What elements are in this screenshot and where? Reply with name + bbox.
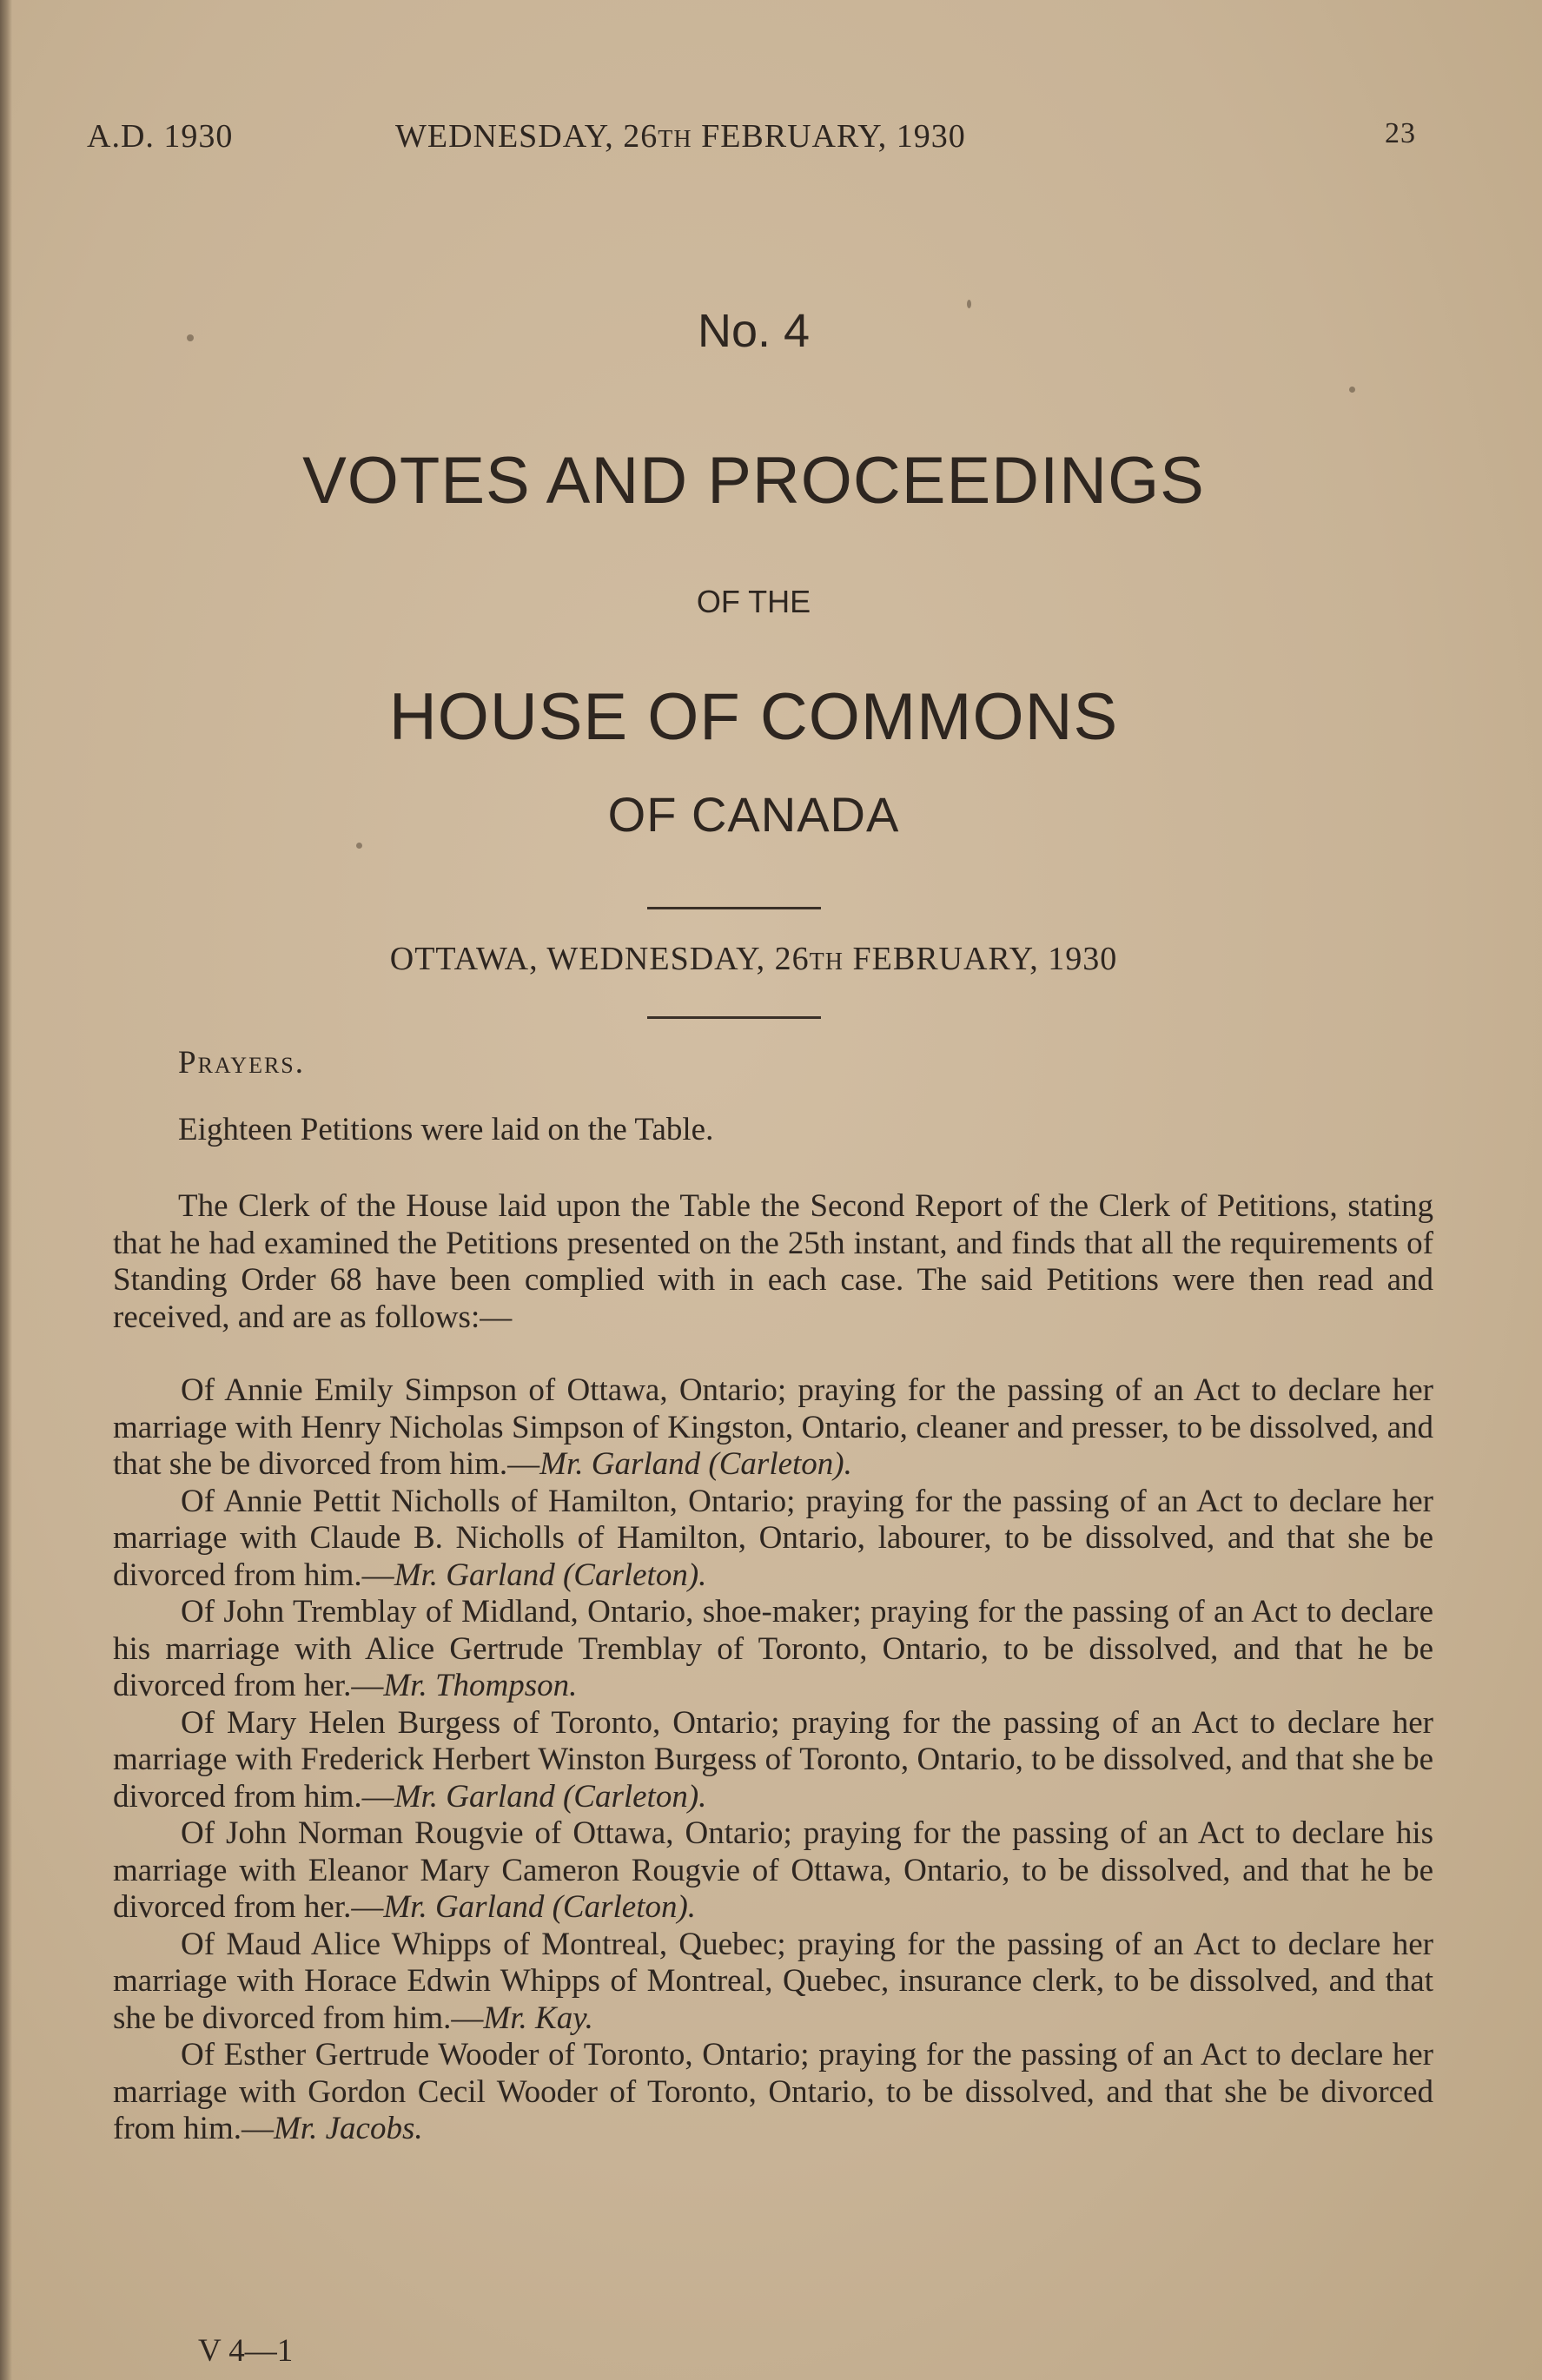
petition-entry [113, 1705, 1433, 1816]
divider-rule-bottom [647, 1016, 821, 1019]
petition-entry [113, 1484, 1433, 1595]
paper-speck [1349, 387, 1355, 393]
dateline-rest: FEBRUARY, 1930 [844, 941, 1118, 977]
title-of-the: OF THE [696, 584, 811, 619]
running-head-date-rest: FEBRUARY, 1930 [692, 118, 966, 155]
title-house-of-commons: HOUSE OF COMMONS [388, 680, 1119, 754]
running-head [87, 117, 1416, 169]
paper-speck [356, 843, 362, 849]
petition-entry [113, 1594, 1433, 1705]
printer-signature: V 4—1 [198, 2333, 294, 2369]
dateline [0, 940, 1507, 978]
petitions-list [113, 1372, 1433, 2148]
petition-member: Mr. Garland (Carleton). [383, 1889, 697, 1925]
petitions-laid-paragraph: Eighteen Petitions were laid on the Table. [178, 1112, 714, 1147]
issue-number: No. 4 [697, 305, 811, 357]
petition-member: Mr. Garland (Carleton). [539, 1446, 852, 1482]
title-of-canada: OF CANADA [607, 787, 900, 842]
running-head-date-day: WEDNESDAY, 26 [395, 118, 658, 155]
title-votes-and-proceedings: VOTES AND PROCEEDINGS [302, 444, 1205, 518]
petition-entry [113, 2037, 1433, 2148]
petition-member: Mr. Garland (Carleton). [394, 1778, 707, 1815]
petition-text: Of Esther Gertrude Wooder of Toronto, Ontario; praying for the passing of an Act to declare her marriage with Gordon Cecil Wooder of Toronto, Ontario, to be dissolved, and that she be divorced from him.— [113, 2037, 1433, 2146]
dateline-day: OTTAWA, WEDNESDAY, 26 [389, 941, 810, 977]
petition-member: Mr. Garland (Carleton). [394, 1557, 707, 1593]
petition-member: Mr. Kay. [483, 2000, 593, 2036]
petition-entry [113, 1815, 1433, 1927]
petition-member: Mr. Jacobs. [273, 2111, 423, 2146]
running-head-date [395, 117, 966, 155]
petition-member: Mr. Thompson. [383, 1668, 578, 1703]
running-head-year: A.D. 1930 [87, 118, 234, 155]
petition-text: Of Mary Helen Burgess of Toronto, Ontario; praying for the passing of an Act to declare her marriage with Frederick Herbert Winston Burgess of Toronto, Ontario, to be dissolved, and that she be divorced from him.— [113, 1704, 1433, 1815]
prayers-heading: Prayers. [178, 1045, 306, 1081]
petition-text: Of Annie Pettit Nicholls of Hamilton, Ontario; praying for the passing of an Act to declare her marriage with Claude B. Nicholls of Hamilton, Ontario, labourer, to be dissolved, and that she be divorced from him.— [113, 1483, 1433, 1593]
clerk-report-paragraph: The Clerk of the House laid upon the Table the Second Report of the Clerk of Petitions, stating that he had examined the Petitions presented on the 25th instant, and finds that all the requirements of Standing Order 68 have been complied with in each case. The said Petitions were then read and received, and are as follows:— [113, 1188, 1433, 1335]
running-head-date-ordinal: TH [658, 126, 692, 153]
divider-rule-top [647, 907, 821, 909]
petition-text: Of John Tremblay of Midland, Ontario, shoe-maker; praying for the passing of an Act to declare his marriage with Alice Gertrude Tremblay of Toronto, Ontario, to be dissolved, and that he be divorced from her.— [113, 1594, 1433, 1703]
petition-text: Of Annie Emily Simpson of Ottawa, Ontario; praying for the passing of an Act to declare her marriage with Henry Nicholas Simpson of Kingston, Ontario, cleaner and presser, to be dissolved, and that she be divorced from him.— [113, 1372, 1433, 1482]
petition-text: Of John Norman Rougvie of Ottawa, Ontario; praying for the passing of an Act to declare his marriage with Eleanor Mary Cameron Rougvie of Ottawa, Ontario, to be dissolved, and that he be divorced from her.— [113, 1815, 1433, 1925]
petition-entry [113, 1927, 1433, 2038]
petition-entry [113, 1372, 1433, 1484]
dateline-ordinal: TH [809, 949, 844, 975]
page-number: 23 [1385, 117, 1416, 149]
petition-text: Of Maud Alice Whipps of Montreal, Quebec; praying for the passing of an Act to declare her marriage with Horace Edwin Whipps of Montreal, Quebec, insurance clerk, to be dissolved, and that she be divorced from him.— [113, 1926, 1433, 2036]
